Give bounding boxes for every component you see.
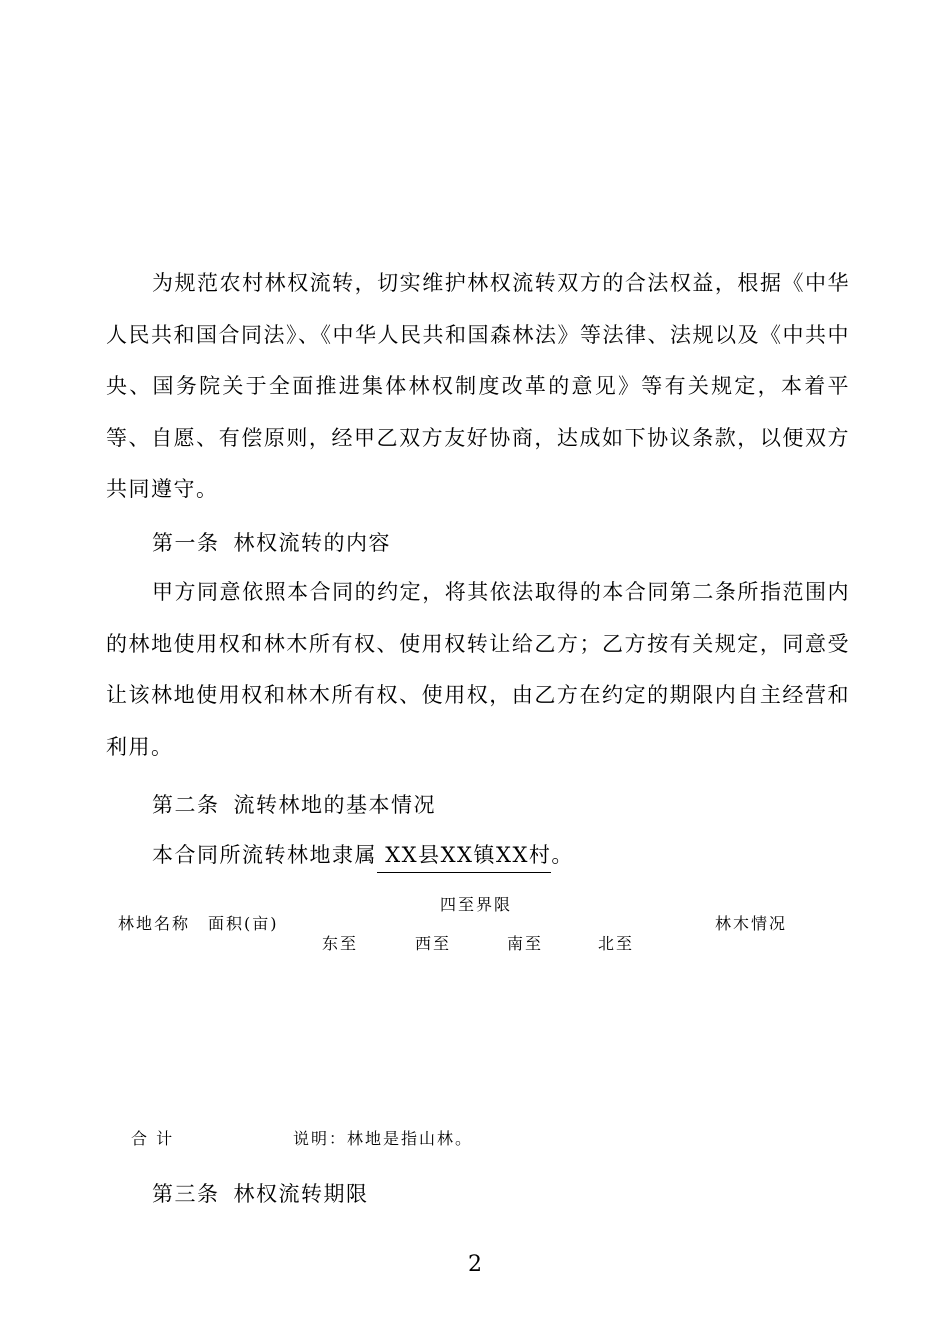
article-2-location-line: [152, 840, 574, 873]
location-suffix: 。: [551, 843, 574, 867]
table-header-name: 林地名称: [118, 914, 191, 933]
table-header-area: 面积(亩): [208, 914, 279, 933]
table-header-east: 东至: [322, 934, 359, 953]
table-header-west: 西至: [415, 934, 452, 953]
location-prefix: 本合同所流转林地隶属: [152, 843, 377, 867]
intro-paragraph: 为规范农村林权流转，切实维护林权流转双方的合法权益，根据《中华人民共和国合同法》、《中华人民共和国森林法》等法律、法规以及《中共中央、国务院关于全面推进集体林权制度改革的意见》等有关规定，本着平等、自愿、有偿原则，经甲乙双方友好协商，达成如下协议条款，以便双方共同遵守。: [106, 271, 850, 501]
article-2-number: 第二条: [152, 793, 220, 817]
table-note: 说明：林地是指山林。: [293, 1129, 474, 1148]
article-3-number: 第三条: [152, 1182, 220, 1206]
article-2-heading: [152, 790, 436, 820]
table-header-south: 南至: [507, 934, 544, 953]
location-value: [377, 840, 551, 873]
article-3-title: 林权流转期限: [233, 1182, 369, 1206]
table-header-north: 北至: [598, 934, 635, 953]
article-2-title: 流转林地的基本情况: [233, 793, 436, 817]
article-1-body: 甲方同意依照本合同的约定，将其依法取得的本合同第二条所指范围内的林地使用权和林木所有权、使用权转让给乙方；乙方按有关规定，同意受让该林地使用权和林木所有权、使用权，由乙方在约定的期限内自主经营和利用。: [106, 580, 850, 759]
table-header-forest: 林木情况: [715, 914, 788, 933]
page-number: 2: [468, 1252, 482, 1277]
article-1-title: 林权流转的内容: [233, 531, 391, 555]
article-3-heading: [152, 1179, 369, 1209]
article-1-heading: [152, 528, 391, 558]
table-total-label: 合 计: [131, 1129, 175, 1148]
table-header-boundary: 四至界限: [440, 895, 513, 914]
location-value-text: XX县XX镇XX村: [385, 843, 552, 867]
article-1-number: 第一条: [152, 531, 220, 555]
